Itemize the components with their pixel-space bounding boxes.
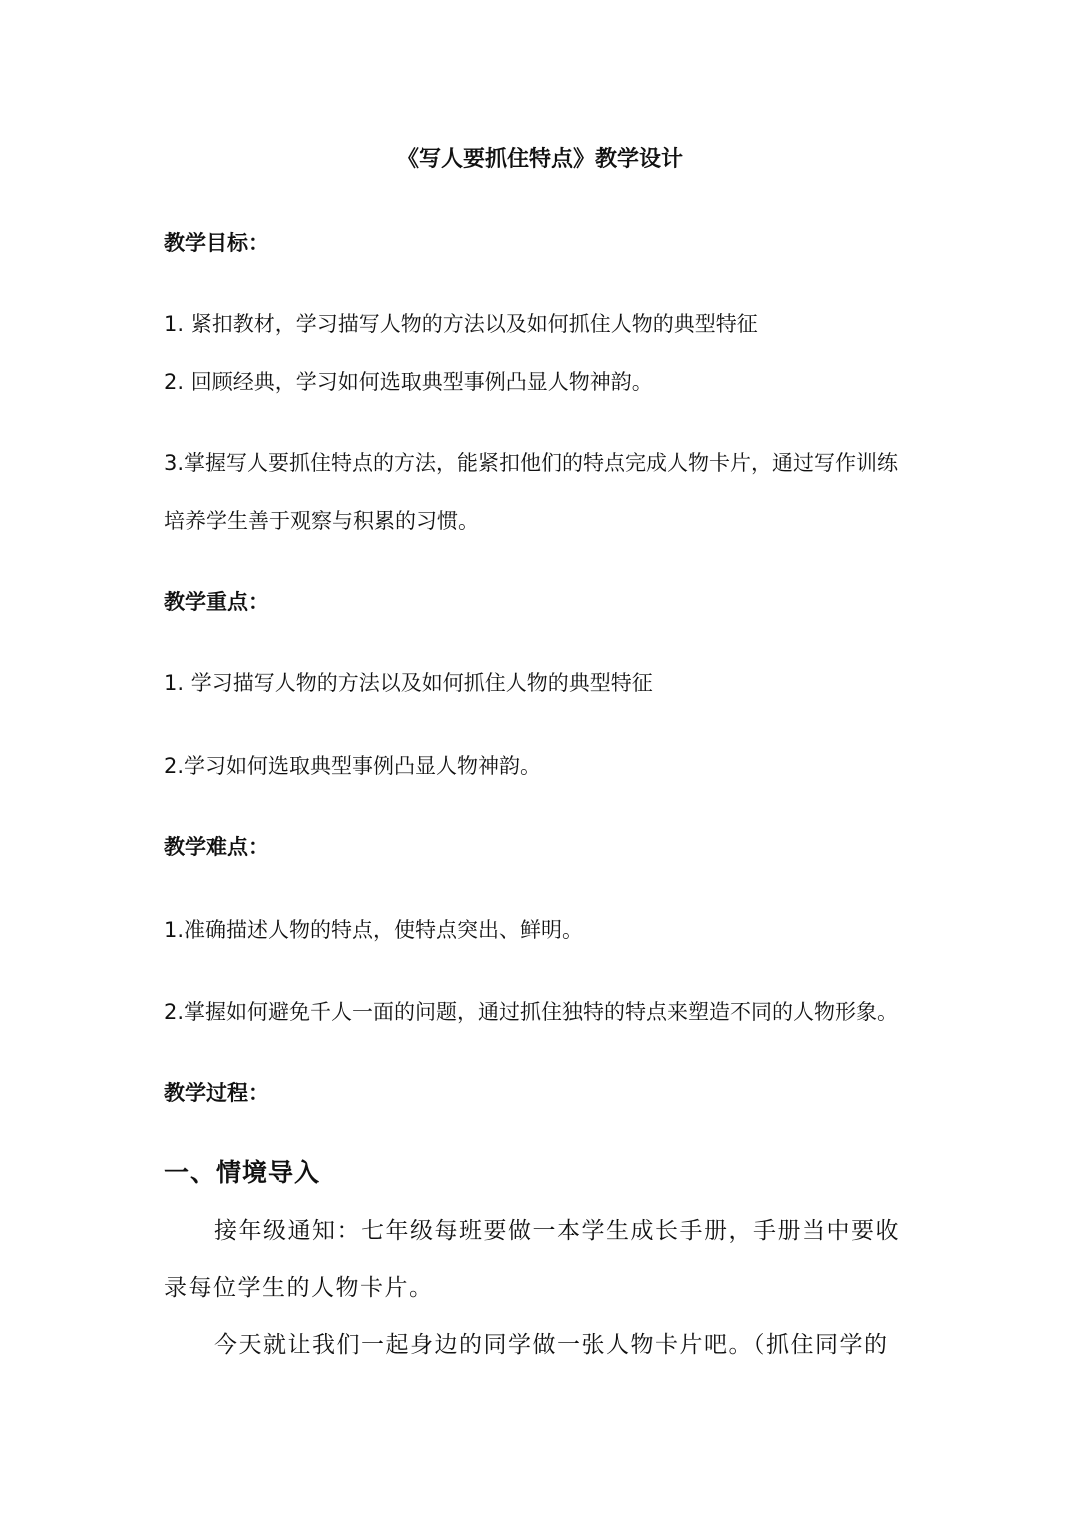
document-title: 《写人要抓住特点》教学设计: [396, 147, 683, 172]
paragraph-line-1: 接年级通知：七年级每班要做一本学生成长手册，手册当中要收: [214, 1218, 900, 1244]
objective-item-1: 1. 紧扣教材，学习描写人物的方法以及如何抓住人物的典型特征: [164, 312, 758, 336]
objectives-heading: 教学目标：: [164, 231, 269, 255]
paragraph-line-2: 录每位学生的人物卡片。: [164, 1275, 434, 1301]
objective-item-2: 2. 回顾经典，学习如何选取典型事例凸显人物神韵。: [164, 370, 653, 394]
difficulty-item-2: 2.掌握如何避免千人一面的问题，通过抓住独特的特点来塑造不同的人物形象。: [164, 1000, 899, 1024]
key-point-item-1: 1. 学习描写人物的方法以及如何抓住人物的典型特征: [164, 671, 653, 695]
process-heading: 教学过程：: [164, 1081, 269, 1105]
objective-item-3: 3.掌握写人要抓住特点的方法，能紧扣他们的特点完成人物卡片，通过写作训练: [164, 451, 899, 475]
paragraph-line-3: 今天就让我们一起身边的同学做一张人物卡片吧。（抓住同学的: [214, 1332, 889, 1358]
difficulty-item-1: 1.准确描述人物的特点，使特点突出、鲜明。: [164, 918, 584, 942]
key-points-heading: 教学重点：: [164, 590, 269, 614]
key-point-item-2: 2.学习如何选取典型事例凸显人物神韵。: [164, 754, 542, 778]
objective-item-3-continued: 培养学生善于观察与积累的习惯。: [164, 509, 479, 533]
difficulties-heading: 教学难点：: [164, 835, 269, 859]
section-title-situation-intro: 一、情境导入: [164, 1158, 321, 1187]
